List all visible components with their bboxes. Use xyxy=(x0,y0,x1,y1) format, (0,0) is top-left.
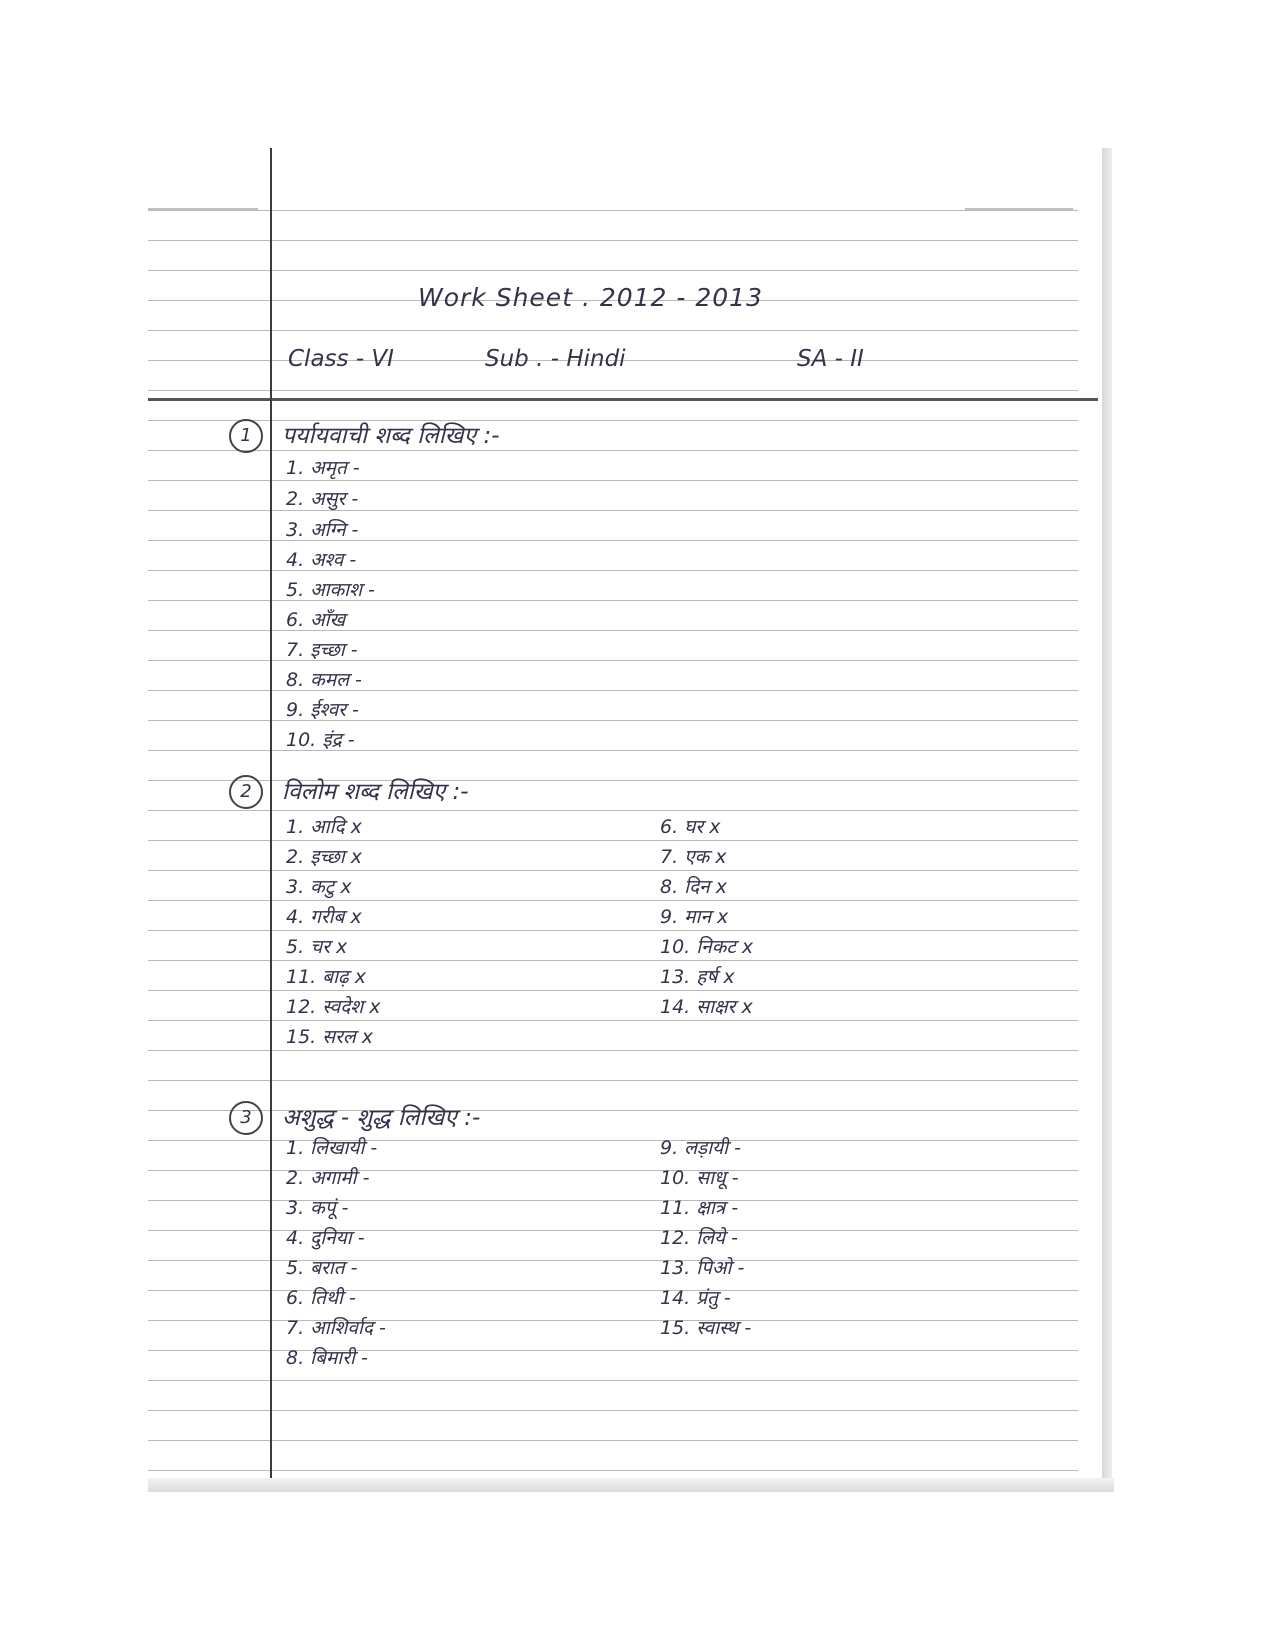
ruled-line xyxy=(148,810,1078,811)
page-edge-shadow xyxy=(1102,148,1112,1488)
ruled-line xyxy=(148,930,1078,931)
list-item: 6. घर x xyxy=(660,816,721,838)
list-item: 14. साक्षर x xyxy=(660,996,753,1018)
list-item: 2. असुर - xyxy=(286,488,359,510)
ruled-line xyxy=(148,840,1078,841)
list-item: 3. कपूं - xyxy=(286,1197,349,1219)
page-title: Work Sheet . 2012 - 2013 xyxy=(418,283,763,312)
list-item: 7. आशिर्वाद - xyxy=(286,1317,386,1339)
section-2-number: 2 xyxy=(229,775,263,809)
list-item: 11. क्षात्र - xyxy=(660,1197,739,1219)
term-label: SA - II xyxy=(797,346,864,372)
list-item: 4. दुनिया - xyxy=(286,1227,365,1249)
list-item: 3. कटु x xyxy=(286,876,352,898)
margin-line xyxy=(270,148,272,1488)
page-bottom-edge xyxy=(148,1478,1114,1492)
header-divider xyxy=(148,398,1098,401)
section-2-heading: विलोम शब्द लिखिए :- xyxy=(282,779,469,805)
ruled-line xyxy=(148,960,1078,961)
section-1-number: 1 xyxy=(229,419,263,453)
ruled-line xyxy=(148,390,1078,391)
list-item: 10. इंद्र - xyxy=(286,729,355,751)
list-item: 10. साधू - xyxy=(660,1167,739,1189)
list-item: 12. स्वदेश x xyxy=(286,996,381,1018)
section-3-heading: अशुद्ध - शुद्ध लिखिए :- xyxy=(282,1105,481,1131)
list-item: 5. चर x xyxy=(286,936,348,958)
list-item: 6. तिथी - xyxy=(286,1287,356,1309)
list-item: 13. हर्ष x xyxy=(660,966,735,988)
ruled-line xyxy=(148,1380,1078,1381)
list-item: 1. अमृत - xyxy=(286,457,360,479)
ruled-line xyxy=(148,1080,1078,1081)
list-item: 2. अगामी - xyxy=(286,1167,370,1189)
ruled-line xyxy=(148,1410,1078,1411)
section-3-number: 3 xyxy=(229,1101,263,1135)
list-item: 15. सरल x xyxy=(286,1026,374,1048)
ruled-line xyxy=(148,1470,1078,1471)
list-item: 1. आदि x xyxy=(286,816,362,838)
list-item: 14. प्रंतु - xyxy=(660,1287,731,1309)
list-item: 8. दिन x xyxy=(660,876,728,898)
list-item: 7. एक x xyxy=(660,846,727,868)
ruled-line xyxy=(148,480,1078,481)
list-item: 11. बाढ़ x xyxy=(286,966,367,988)
list-item: 5. आकाश - xyxy=(286,579,375,601)
ruled-line xyxy=(148,330,1078,331)
list-item: 15. स्वास्थ - xyxy=(660,1317,752,1339)
list-item: 1. लिखायी - xyxy=(286,1137,378,1159)
ruled-line xyxy=(148,1050,1078,1051)
ruled-line xyxy=(148,900,1078,901)
class-label: Class - VI xyxy=(288,346,394,372)
ruled-line xyxy=(148,1440,1078,1441)
header-rule-mark xyxy=(965,208,1073,210)
ruled-line xyxy=(148,270,1078,271)
list-item: 7. इच्छा - xyxy=(286,639,358,661)
section-1-heading: पर्यायवाची शब्द लिखिए :- xyxy=(282,423,500,449)
list-item: 8. बिमारी - xyxy=(286,1347,368,1369)
list-item: 10. निकट x xyxy=(660,936,754,958)
ruled-line xyxy=(148,240,1078,241)
list-item: 5. बरात - xyxy=(286,1257,358,1279)
list-item: 12. लिये - xyxy=(660,1227,738,1249)
list-item: 9. मान x xyxy=(660,906,729,928)
list-item: 2. इच्छा x xyxy=(286,846,363,868)
ruled-line xyxy=(148,990,1078,991)
list-item: 4. अश्व - xyxy=(286,549,357,571)
list-item: 8. कमल - xyxy=(286,669,362,691)
ruled-line xyxy=(148,210,1078,211)
header-rule-mark xyxy=(148,208,258,210)
list-item: 3. अग्नि - xyxy=(286,519,359,541)
list-item: 9. लड़ायी - xyxy=(660,1137,741,1159)
list-item: 13. पिओ - xyxy=(660,1257,745,1279)
list-item: 6. आँख xyxy=(286,609,346,631)
ruled-line xyxy=(148,450,1078,451)
ruled-line xyxy=(148,1020,1078,1021)
ruled-line xyxy=(148,870,1078,871)
list-item: 4. गरीब x xyxy=(286,906,362,928)
list-item: 9. ईश्वर - xyxy=(286,699,359,721)
subject-label: Sub . - Hindi xyxy=(485,346,626,372)
